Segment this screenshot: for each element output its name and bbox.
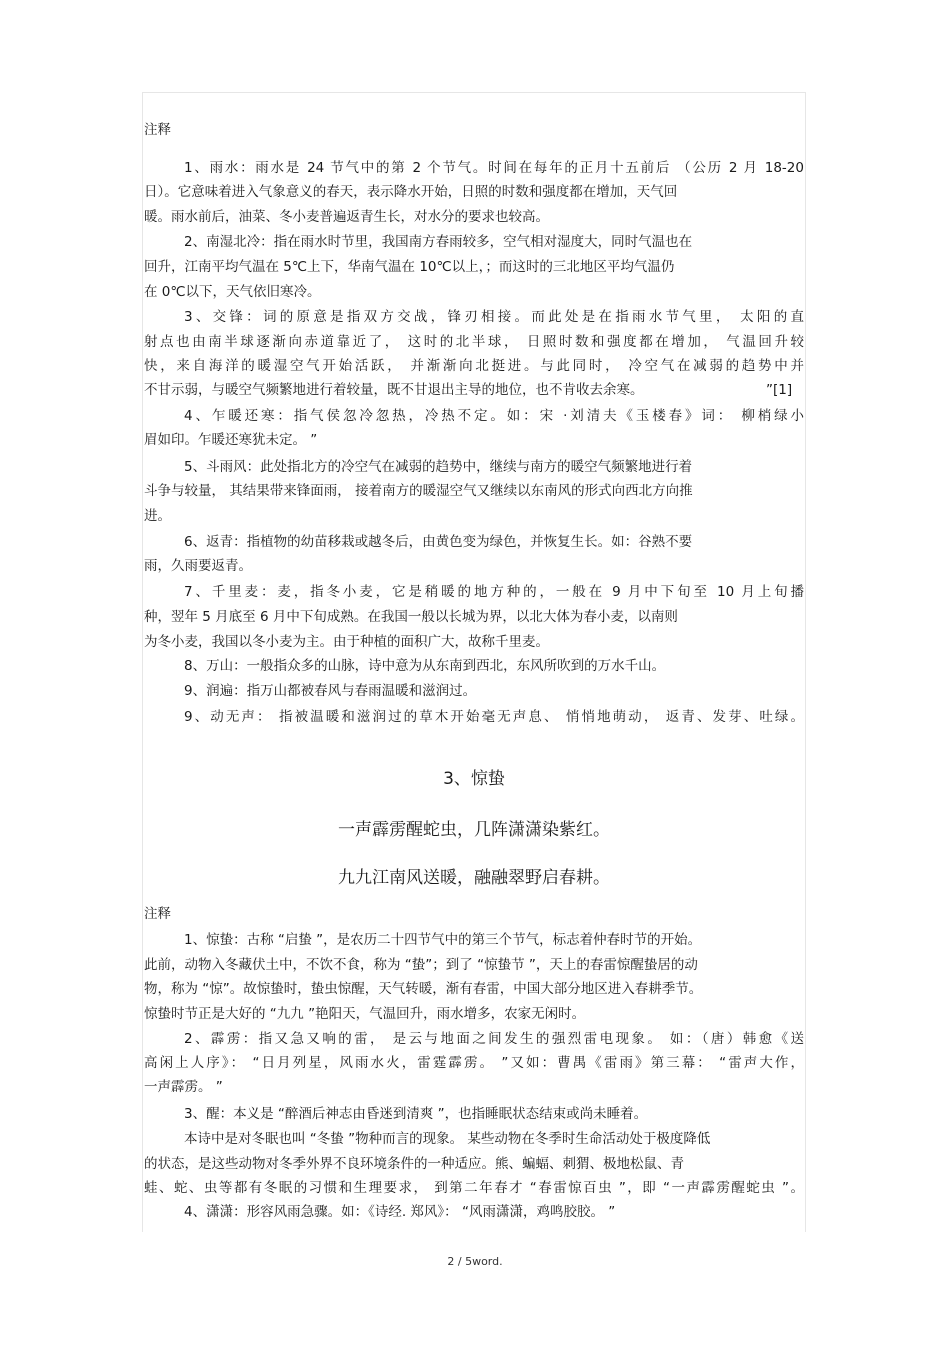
note-line: 为冬小麦，我国以冬小麦为主。由于种植的面积广大，故称千里麦。 [144, 634, 549, 650]
note-line: 快，来自海洋的暖湿空气开始活跃， 并渐渐向北挺进。与此同时， 冷空气在减弱的趋势中并 [144, 358, 804, 374]
note-line: 高闲上人序》： “日月列星，风雨水火，雷霆霹雳。 ”又如：曹禺《雷雨》第三幕： “雷声大作， [144, 1055, 804, 1071]
note-line: 暖。雨水前后，油菜、冬小麦普遍返青生长，对水分的要求也较高。 [144, 209, 549, 225]
note-line: 9、润遍：指万山都被春风与春雨温暖和滋润过。 [184, 683, 477, 699]
footnote-mark: ”[1] [766, 382, 793, 398]
note-line: 2、南湿北冷：指在雨水时节里，我国南方春雨较多，空气相对湿度大，同时气温也在 [184, 234, 693, 250]
note-line: 回升，江南平均气温在 5℃上下，华南气温在 10℃以上，；而这时的三北地区平均气温仍 [144, 259, 675, 275]
note-line: 一声霹雳。 ” [144, 1079, 223, 1095]
note-line: 7、千里麦：麦，指冬小麦，它是稍暖的地方种的，一般在 9 月中下旬至 10 月上旬播 [184, 584, 804, 600]
note-line: 斗争与较量， 其结果带来锋面雨， 接着南方的暖湿空气又继续以东南风的形式向西北方向推 [144, 483, 693, 499]
note-line: 此前，动物入冬藏伏土中，不饮不食，称为 “蛰”；到了 “惊蛰节 ”，天上的春雷惊醒蛰居的动 [144, 957, 698, 973]
notes-title: 注释 [144, 906, 171, 922]
note-line: 在 0℃以下，天气依旧寒冷。 [144, 284, 321, 300]
note-line: 2、霹雳：指又急又响的雷， 是云与地面之间发生的强烈雷电现象。 如：（唐）韩愈《送 [184, 1031, 804, 1047]
note-line: 3、交锋：词的原意是指双方交战，锋刃相接。而此处是在指雨水节气里， 太阳的直 [184, 309, 804, 325]
notes-title: 注释 [144, 122, 171, 138]
note-line: 雨，久雨要返青。 [144, 558, 252, 574]
note-line: 不甘示弱，与暖空气频繁地进行着较量，既不甘退出主导的地位，也不肯收去余寒。 [144, 382, 644, 398]
poem-line: 一声霹雳醒蛇虫，几阵潇潇染紫红。 [338, 820, 610, 840]
note-line: 9、动无声： 指被温暖和滋润过的草木开始毫无声息、 悄悄地萌动， 返青、发芽、吐绿。 [184, 709, 804, 725]
note-line: 3、醒：本义是 “醉酒后神志由昏迷到清爽 ”，也指睡眠状态结束或尚未睡着。 [184, 1106, 648, 1122]
note-line: 1、雨水：雨水是 24 节气中的第 2 个节气。时间在每年的正月十五前后 （公历 2 月 18-20 [184, 160, 804, 176]
note-line: 8、万山：一般指众多的山脉，诗中意为从东南到西北，东风所吹到的万水千山。 [184, 658, 666, 674]
note-line: 本诗中是对冬眠也叫 “冬蛰 ”物种而言的现象。 某些动物在冬季时生命活动处于极度降低 [184, 1131, 711, 1147]
note-line: 进。 [144, 508, 171, 524]
note-line: 日）。它意味着进入气象意义的春天，表示降水开始，日照的时数和强度都在增加，天气回 [144, 184, 678, 200]
note-line: 物，称为 “惊”。故惊蛰时，蛰虫惊醒，天气转暖，渐有春雷，中国大部分地区进入春耕季节。 [144, 981, 703, 997]
poem-line: 九九江南风送暖，融融翠野启春耕。 [338, 868, 610, 888]
section-heading: 3、惊蛰 [443, 769, 505, 789]
note-line: 的状态，是这些动物对冬季外界不良环境条件的一种适应。熊、蝙蝠、刺猬、极地松鼠、青 [144, 1156, 684, 1172]
note-line: 种，翌年 5 月底至 6 月中下旬成熟。在我国一般以长城为界，以北大体为春小麦，以南则 [144, 609, 678, 625]
note-line: 惊蛰时节正是大好的 “九九 ”艳阳天，气温回升，雨水增多，农家无闲时。 [144, 1006, 586, 1022]
note-line: 4、潇潇：形容风雨急骤。如：《诗经. 郑风》： “风雨潇潇，鸡鸣胶胶。 ” [184, 1204, 616, 1220]
note-line: 射点也由南半球逐渐向赤道靠近了， 这时的北半球， 日照时数和强度都在增加， 气温回升较 [144, 334, 804, 350]
note-line: 4、乍暖还寒：指气侯忽冷忽热，冷热不定。如：宋 ·刘清夫《玉楼春》词： 柳梢绿小 [184, 408, 804, 424]
note-line: 5、斗雨风：此处指北方的冷空气在减弱的趋势中，继续与南方的暖空气频繁地进行着 [184, 459, 693, 475]
note-line: 眉如印。乍暖还寒犹未定。 ” [144, 432, 318, 448]
page-footer: 2 / 5word. [447, 1255, 503, 1268]
note-line: 蛙、蛇、虫等都有冬眠的习惯和生理要求， 到第二年春才 “春雷惊百虫 ”，即 “一声霹雳醒蛇虫 ”。 [144, 1180, 804, 1196]
note-line: 1、惊蛰：古称 “启蛰 ”，是农历二十四节气中的第三个节气，标志着仲春时节的开始。 [184, 932, 702, 948]
note-line: 6、返青：指植物的幼苗移栽或越冬后，由黄色变为绿色，并恢复生长。如：谷熟不要 [184, 534, 693, 550]
